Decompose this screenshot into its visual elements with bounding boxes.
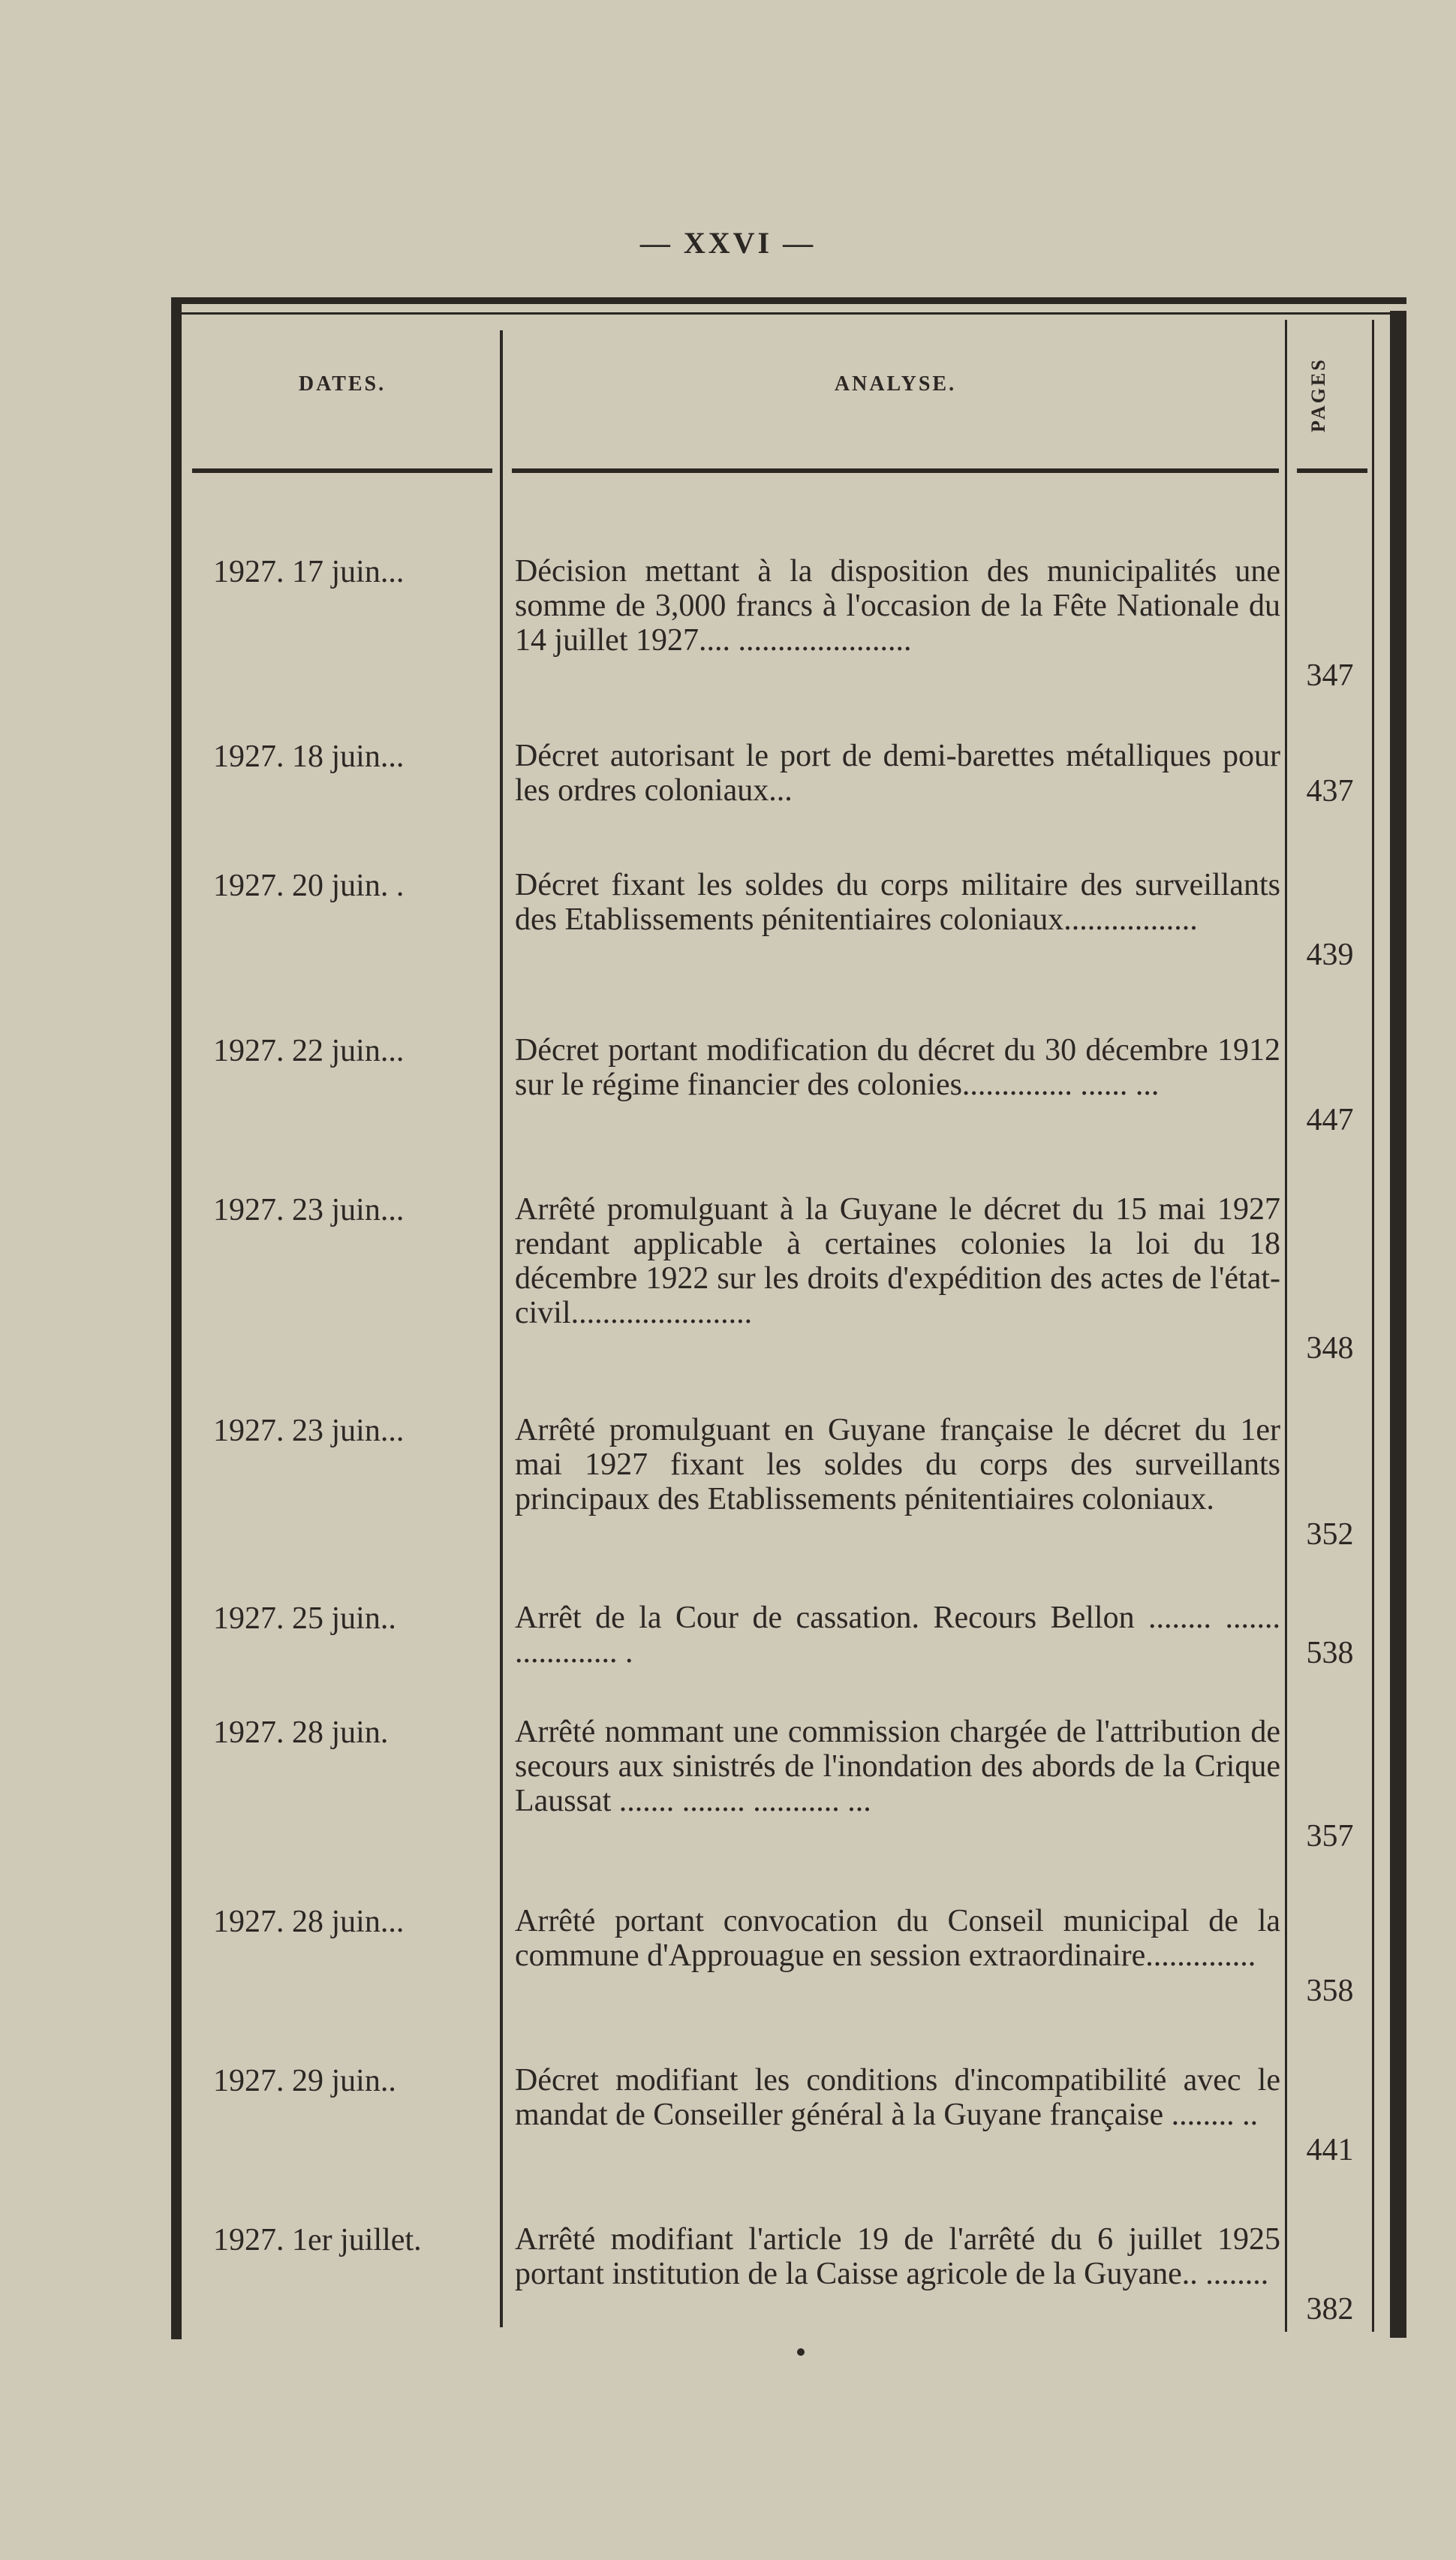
row-page: 447 <box>1306 1103 1354 1137</box>
column-header-pages: PAGES <box>1307 357 1329 432</box>
row-date: 1927. 28 juin. <box>213 1715 389 1750</box>
column-separator-dates <box>500 330 503 2327</box>
row-page: 352 <box>1306 1517 1354 1552</box>
row-analysis: Décret portant modification du décret du 30 décembre 1912 sur le régime financier des colonies.............. ...... ... <box>515 1033 1280 1102</box>
row-analysis: Arrêté nommant une commission chargée de l'attribution de secours aux sinistrés de l'inondation des abords de la Crique Laussat ....... ........ ........... ... <box>515 1715 1280 1818</box>
row-date: 1927. 20 juin. . <box>213 869 405 903</box>
decorative-dot <box>797 2348 805 2356</box>
row-page: 437 <box>1306 774 1354 809</box>
row-analysis: Décision mettant à la disposition des municipalités une somme de 3,000 francs à l'occasion de la Fête Nationale du 14 juillet 1927.... ...................... <box>515 554 1280 658</box>
table-top-rule-thin <box>182 312 1399 315</box>
row-page: 439 <box>1306 938 1354 972</box>
table-left-border <box>171 297 182 2339</box>
header-rule-dates <box>192 468 492 473</box>
row-date: 1927. 22 juin... <box>213 1034 405 1068</box>
row-date: 1927. 28 juin... <box>213 1905 405 1939</box>
row-date: 1927. 17 juin... <box>213 555 405 589</box>
row-analysis: Arrêté promulguant en Guyane française le décret du 1er mai 1927 fixant les soldes du corps des surveillants principaux des Etablissements pénitentiaires coloniaux. <box>515 1413 1280 1516</box>
row-date: 1927. 1er juillet. <box>213 2223 422 2257</box>
column-header-analyse: ANALYSE. <box>834 372 957 396</box>
row-analysis: Arrêté modifiant l'article 19 de l'arrêté du 6 juillet 1925 portant institution de la Caisse agricole de la Guyane.. ........ <box>515 2222 1280 2291</box>
row-analysis: Arrêt de la Cour de cassation. Recours Bellon ........ ....... ............. . <box>515 1601 1280 1670</box>
table-right-border <box>1390 311 1406 2338</box>
row-date: 1927. 18 juin... <box>213 739 405 774</box>
row-analysis: Arrêté portant convocation du Conseil municipal de la commune d'Approuague en session extraordinaire.............. <box>515 1904 1280 1973</box>
page-folio: — XXVI — <box>639 226 817 260</box>
row-analysis: Arrêté promulguant à la Guyane le décret du 15 mai 1927 rendant applicable à certaines colonies la loi du 18 décembre 1922 sur les droits d'expédition des actes de l'état-civil....................... <box>515 1192 1280 1330</box>
row-analysis: Décret fixant les soldes du corps militaire des surveillants des Etablissements pénitentiaires coloniaux................. <box>515 868 1280 937</box>
row-page: 538 <box>1306 1636 1354 1670</box>
row-analysis: Décret modifiant les conditions d'incompatibilité avec le mandat de Conseiller général à la Guyane française ........ .. <box>515 2063 1280 2132</box>
row-page: 347 <box>1306 658 1354 693</box>
row-date: 1927. 23 juin... <box>213 1193 405 1227</box>
header-rule-pages <box>1297 468 1367 473</box>
column-separator-pages <box>1285 320 1287 2332</box>
table-top-rule <box>171 297 1406 304</box>
column-header-dates: DATES. <box>298 372 387 396</box>
row-page: 441 <box>1306 2133 1354 2167</box>
row-page: 348 <box>1306 1331 1354 1366</box>
row-page: 382 <box>1306 2292 1354 2327</box>
row-page: 357 <box>1306 1819 1354 1854</box>
table-inner-right-rule <box>1372 320 1374 2332</box>
header-rule-analyse <box>512 468 1279 473</box>
row-date: 1927. 25 juin.. <box>213 1601 396 1636</box>
row-date: 1927. 23 juin... <box>213 1414 405 1448</box>
row-analysis: Décret autorisant le port de demi-barettes métalliques pour les ordres coloniaux... <box>515 739 1280 808</box>
row-page: 358 <box>1306 1974 1354 2008</box>
index-table <box>171 297 1406 2339</box>
row-date: 1927. 29 juin.. <box>213 2064 396 2098</box>
